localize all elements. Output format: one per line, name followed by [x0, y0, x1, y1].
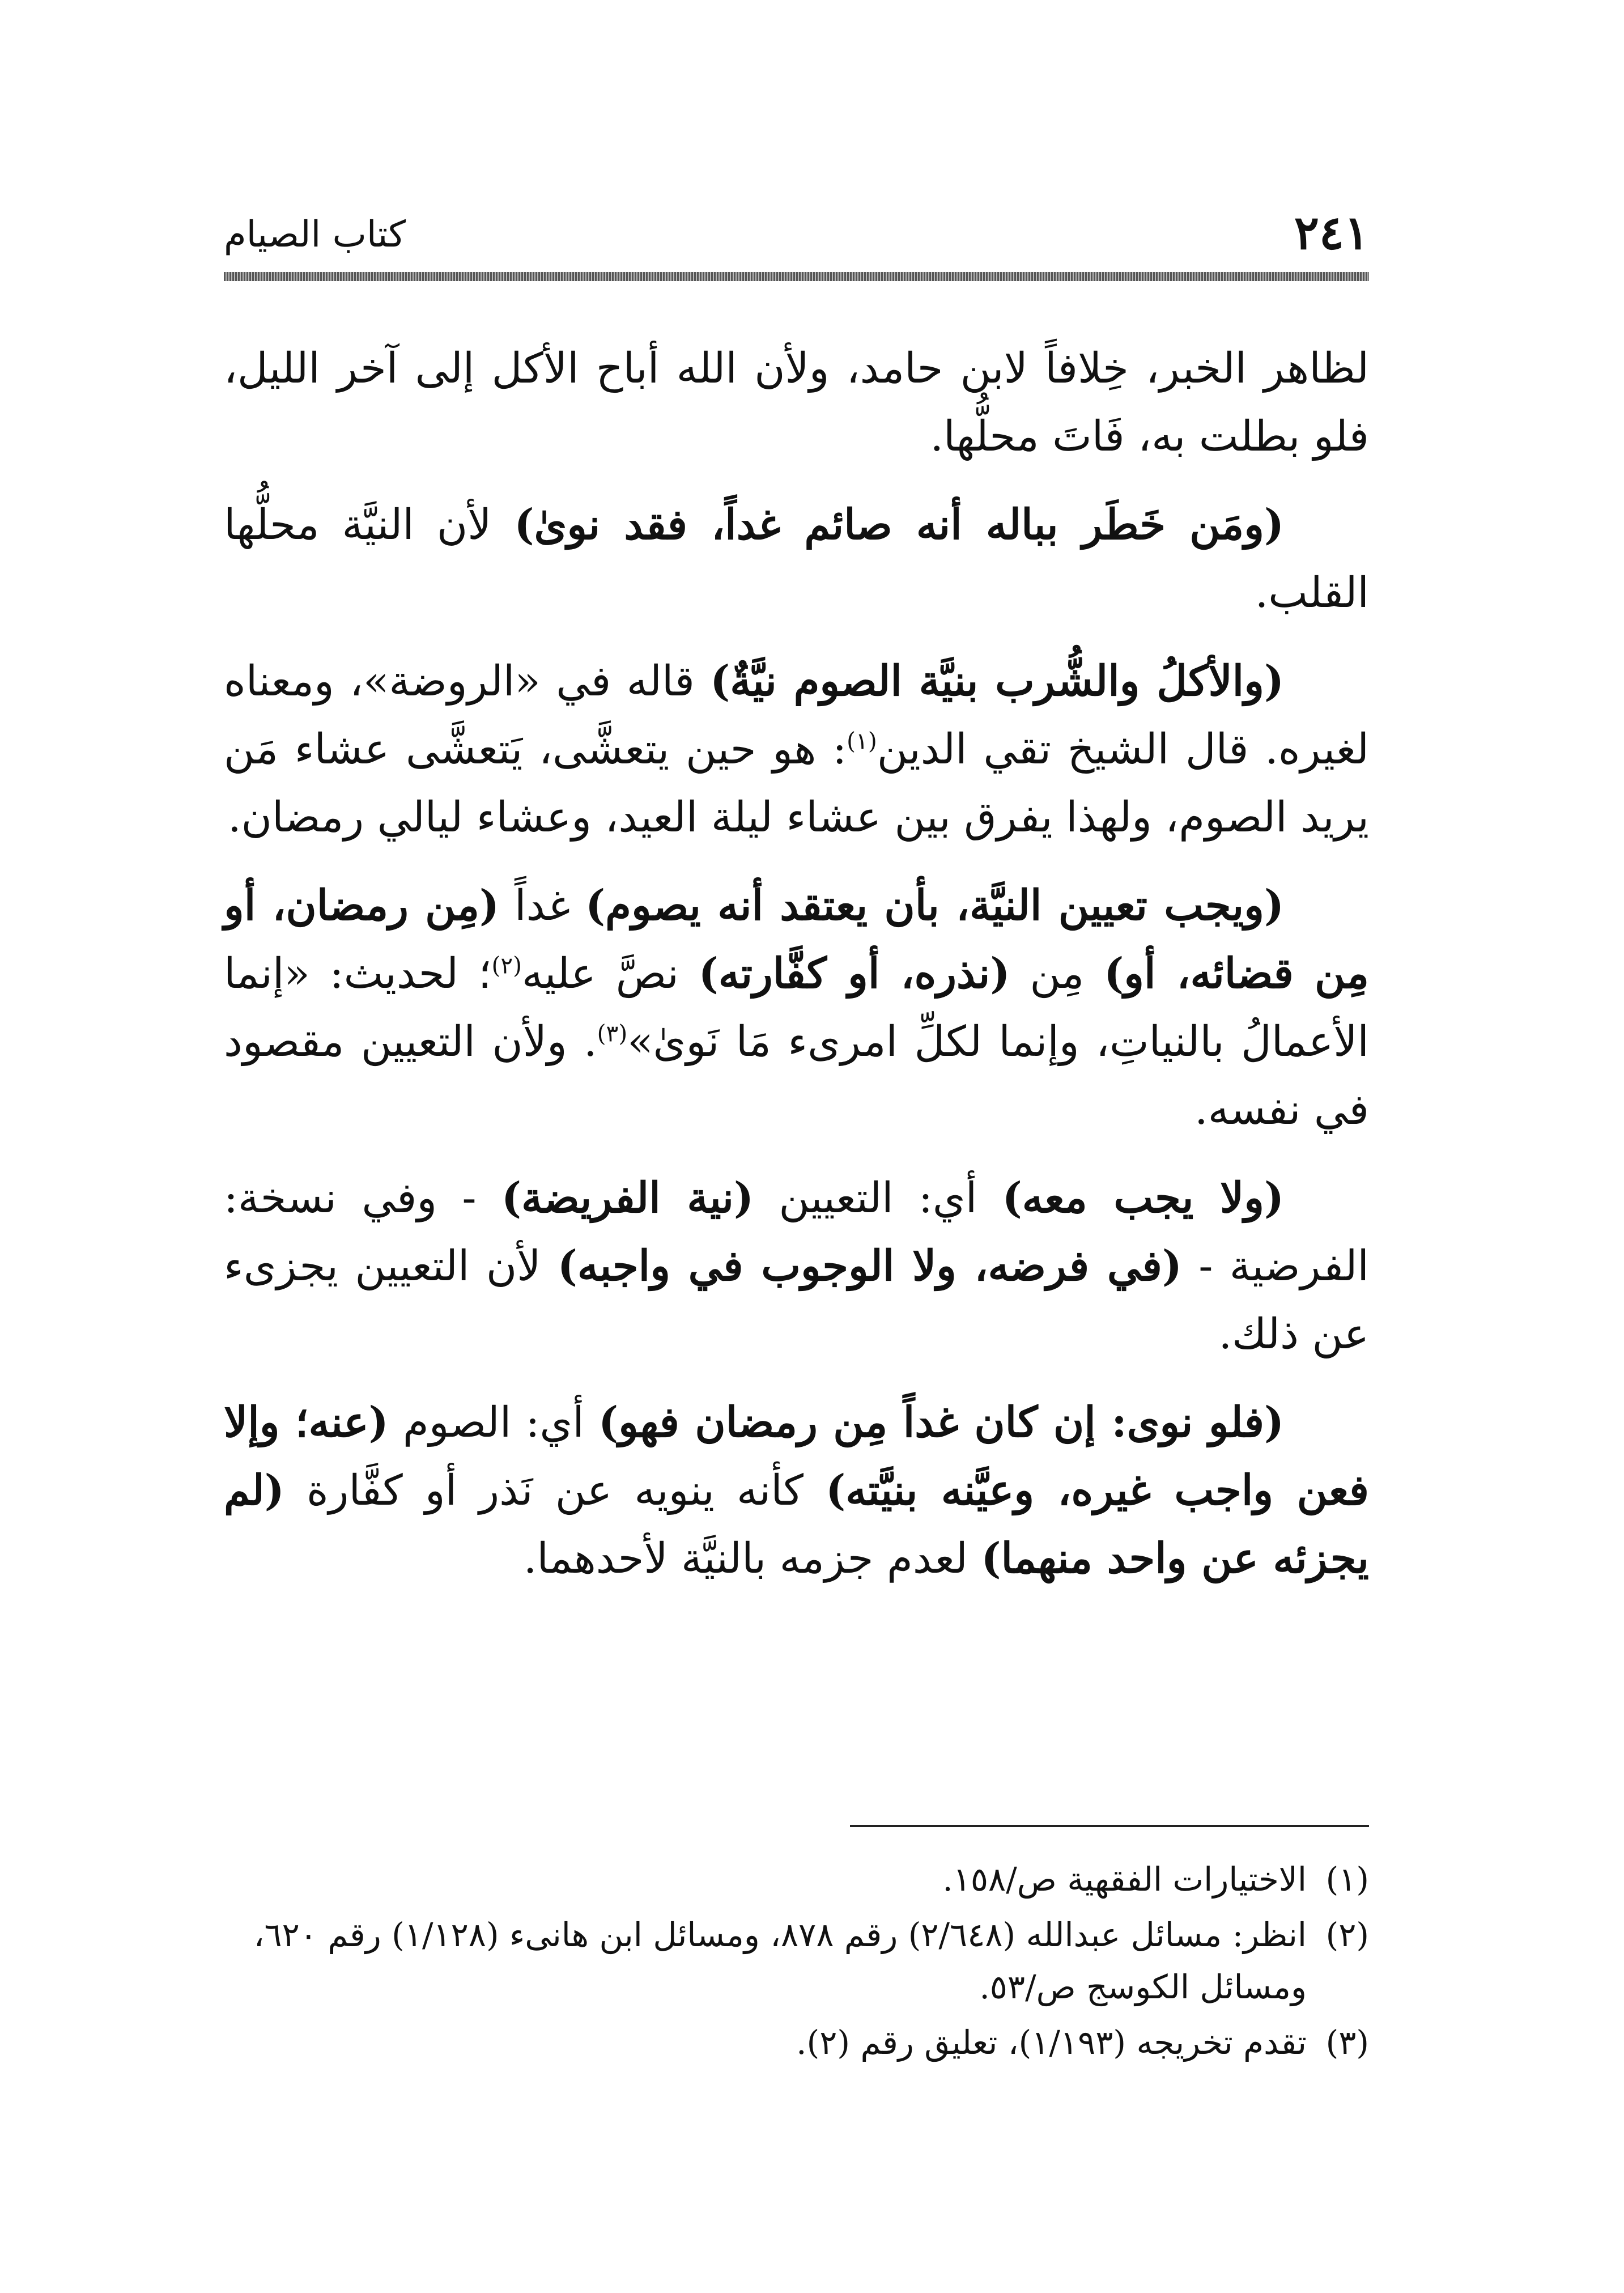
footnote-number: (٢)	[1325, 1916, 1369, 1954]
header-divider	[224, 272, 1369, 281]
paragraph-6	[224, 1388, 1369, 1593]
footnote-text: الاختيارات الفقهية ص/١٥٨.	[942, 1860, 1307, 1899]
matn-text: (في فرضه، ولا الوجوب في واجبه)	[557, 1242, 1182, 1290]
commentary-text: لأن التعيين يجزىء عن ذلك.	[224, 1242, 1369, 1358]
paragraph-4	[224, 872, 1369, 1144]
paragraph-1	[224, 334, 1369, 470]
matn-text: (نذره، أو كفَّارته)	[698, 949, 1010, 998]
footnote-divider	[850, 1825, 1369, 1827]
running-title: كتاب الصيام	[224, 214, 406, 256]
footnote-1	[224, 1853, 1369, 1905]
footnote-3	[224, 2016, 1369, 2069]
paragraph-text: لظاهر الخبر، خِلافاً لابن حامد، ولأن الله أباح الأكل إلى آخر الليل، فلو بطلت به، فَاتَ محلُّها.	[224, 344, 1369, 461]
commentary-text: : هو حين يتعشَّى، يَتعشَّى عشاء مَن يريد الصوم، ولهذا يفرق بين عشاء ليلة العيد، وعشاء ليالي رمضان.	[224, 725, 1369, 842]
matn-text: (فلو نوى: إن كان غداً مِن رمضان فهو)	[598, 1398, 1284, 1447]
commentary-text: لعدم جزمه بالنيَّة لأحدهما.	[523, 1534, 981, 1583]
matn-text: (نية الفريضة)	[501, 1174, 754, 1222]
page-number: ٢٤١	[1294, 206, 1369, 260]
commentary-text: كأنه ينويه عن نَذر أو كفَّارة	[284, 1466, 826, 1515]
commentary-text: ؛ لحديث: «إنما الأعمالُ بالنياتِ، وإنما لكلِّ امرىء مَا نَوىٰ»	[224, 949, 1369, 1066]
footnote-number: (١)	[1325, 1860, 1369, 1899]
commentary-text: أي: التعيين	[754, 1174, 1002, 1222]
matn-text: (والأكلُ والشُّرب بنيَّة الصوم نيَّةٌ)	[710, 657, 1284, 706]
page-header	[224, 204, 1369, 283]
matn-text: (مِن رمضان، أو مِن قضائه، أو)	[224, 881, 1370, 998]
matn-text: (ولا يجب معه)	[1002, 1174, 1285, 1222]
commentary-text: غداً	[499, 881, 586, 930]
footnote-text: تقدم تخريجه (١/١٩٣)، تعليق رقم (٢).	[796, 2023, 1307, 2062]
paragraph-5	[224, 1164, 1369, 1368]
matn-text: (ويجب تعيين النيَّة، بأن يعتقد أنه يصوم)	[585, 881, 1284, 930]
matn-text: (لم يجزئه عن واحد منهما)	[224, 1466, 1369, 1583]
commentary-text: مِن	[1010, 949, 1104, 998]
commentary-text: لأن النيَّة محلُّها القلب.	[224, 500, 1369, 617]
main-text	[224, 334, 1369, 1613]
footnote-text: انظر: مسائل عبدالله (٢/٦٤٨) رقم ٨٧٨، ومسائل ابن هانىء (١/١٢٨) رقم ٦٢٠، ومسائل الكوسج ص/٥٣.	[253, 1916, 1307, 2006]
matn-text: (ومَن خَطَر بباله أنه صائم غداً، فقد نوىٰ)	[514, 500, 1284, 549]
footnote-number: (٣)	[1325, 2023, 1369, 2062]
paragraph-2	[224, 491, 1369, 627]
paragraph-3	[224, 647, 1369, 851]
commentary-text: أي: الصوم	[388, 1398, 599, 1447]
commentary-text: - وفي نسخة: الفرضية -	[224, 1174, 1369, 1290]
footnotes	[224, 1853, 1369, 2072]
commentary-text: . ولأن التعيين مقصود في نفسه.	[224, 1017, 1369, 1134]
footnote-ref-3: (٣)	[597, 1020, 628, 1047]
commentary-text: قاله في «الروضة»، ومعناه لغيره. قال الشيخ تقي الدين	[224, 657, 1369, 774]
matn-text: (عنه؛ وإلا فعن واجب غيره، وعيَّنه بنيَّته)	[224, 1398, 1369, 1515]
footnote-ref-1: (١)	[847, 727, 877, 755]
commentary-text: نصَّ عليه	[522, 949, 699, 998]
footnote-2	[224, 1909, 1369, 2013]
footnote-ref-2: (٢)	[491, 952, 522, 979]
